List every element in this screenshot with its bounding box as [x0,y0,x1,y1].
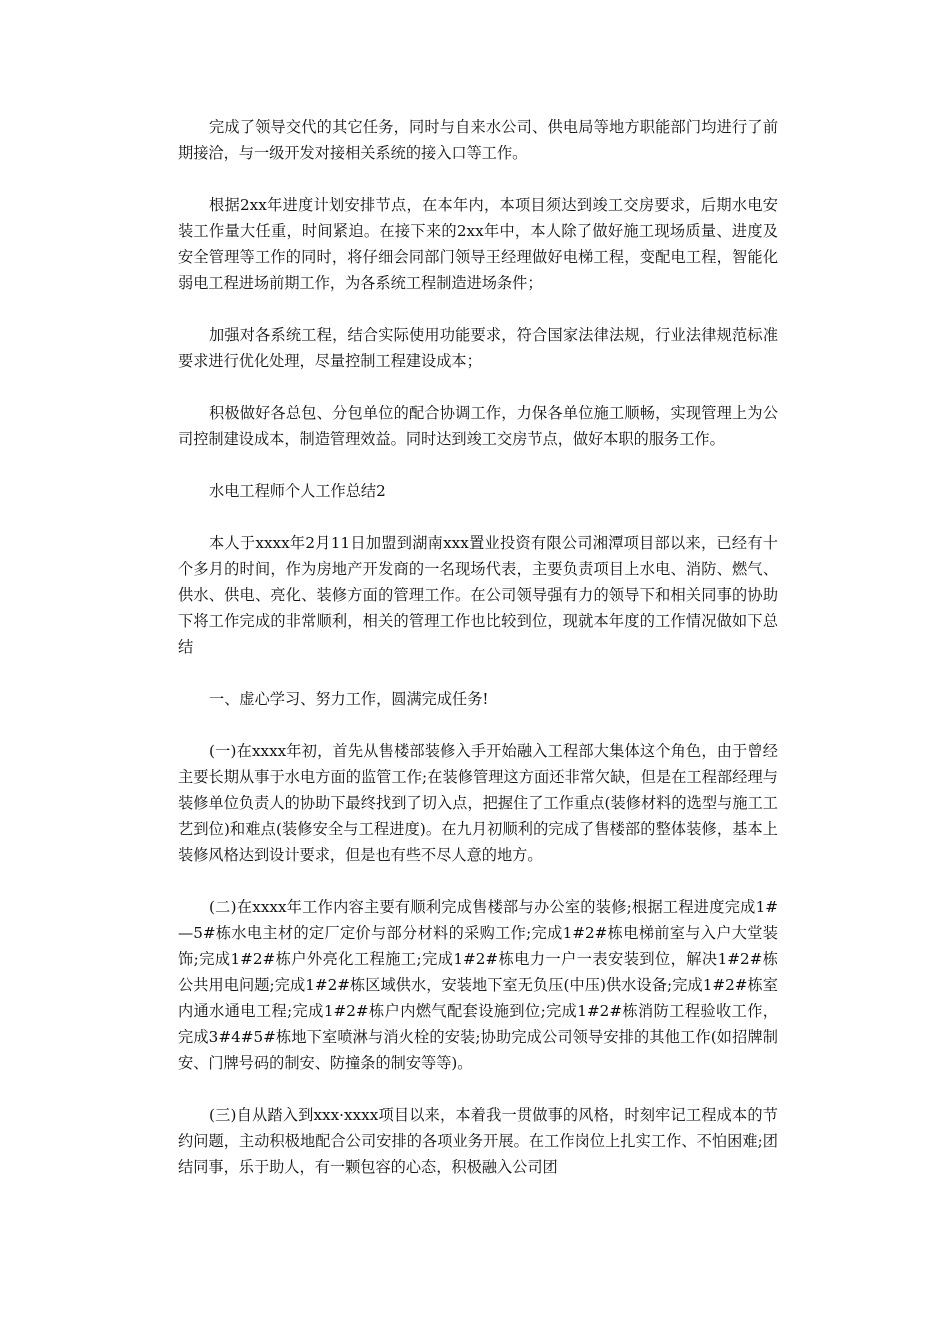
paragraph-schedule-plan: 根据2xx年进度计划安排节点，在本年内，本项目须达到竣工交房要求，后期水电安装工作量大任重，时间紧迫。在接下来的2xx年中，本人除了做好施工现场质量、进度及安全管理等工作的同时，将仔细会同部门领导王经理做好电梯工程，变配电工程，智能化弱电工程进场前期工作，为各系统工程制造进场条件； [178,196,778,292]
document-page [178,114,778,1206]
paragraph-coordination: 积极做好各总包、分包单位的配合协调工作，力保各单位施工顺畅，实现管理上为公司控制建设成本，制造管理效益。同时达到竣工交房节点，做好本职的服务工作。 [178,404,778,448]
paragraph-other-tasks: 完成了领导交代的其它任务，同时与自来水公司、供电局等地方职能部门均进行了前期接洽，与一级开发对接相关系统的接入口等工作。 [178,118,778,162]
section-heading-one: 一、虚心学习、努力工作，圆满完成任务! [209,690,489,708]
paragraph-item-one: (一)在xxxx年初，首先从售楼部装修入手开始融入工程部大集体这个角色，由于曾经主要长期从事于水电方面的监管工作;在装修管理这方面还非常欠缺，但是在工程部经理与装修单位负责人的协助下最终找到了切入点，把握住了工作重点(装修材料的选型与施工工艺到位)和难点(装修安全与工程进度)。在九月初顺利的完成了售楼部的整体装修，基本上装修风格达到设计要求，但是也有些不尽人意的地方。 [178,742,778,864]
paragraph-item-three: (三)自从踏入到xxx·xxxx项目以来，本着我一贯做事的风格，时刻牢记工程成本的节约问题，主动积极地配合公司安排的各项业务开展。在工作岗位上扎实工作、不怕困难;团结同事，乐于助人，有一颗包容的心态，积极融入公司团 [178,1106,778,1176]
section-title: 水电工程师个人工作总结2 [209,482,386,500]
paragraph-introduction: 本人于xxxx年2月11日加盟到湖南xxx置业投资有限公司湘潭项目部以来，已经有十个多月的时间，作为房地产开发商的一名现场代表，主要负责项目上水电、消防、燃气、供水、供电、亮化、装修方面的管理工作。在公司领导强有力的领导下和相关同事的协助下将工作完成的非常顺利，相关的管理工作也比较到位，现就本年度的工作情况做如下总结 [178,534,778,656]
paragraph-item-two: (二)在xxxx年工作内容主要有顺利完成售楼部与办公室的装修;根据工程进度完成1#—5#栋水电主材的定厂定价与部分材料的采购工作;完成1#2#栋电梯前室与入户大堂装饰;完成1#2#栋户外亮化工程施工;完成1#2#栋电力一户一表安装到位，解决1#2#栋公共用电问题;完成1#2#栋区域供水，安装地下室无负压(中压)供水设备;完成1#2#栋室内通水通电工程;完成1#2#栋户内燃气配套设施到位;完成1#2#栋消防工程验收工作，完成3#4#5#栋地下室喷淋与消火栓的安装;协助完成公司领导安排的其他工作(如招牌制安、门牌号码的制安、防撞条的制安等等)。 [178,898,778,1072]
paragraph-optimization: 加强对各系统工程，结合实际使用功能要求，符合国家法律法规，行业法律规范标准要求进行优化处理，尽量控制工程建设成本； [178,326,778,370]
